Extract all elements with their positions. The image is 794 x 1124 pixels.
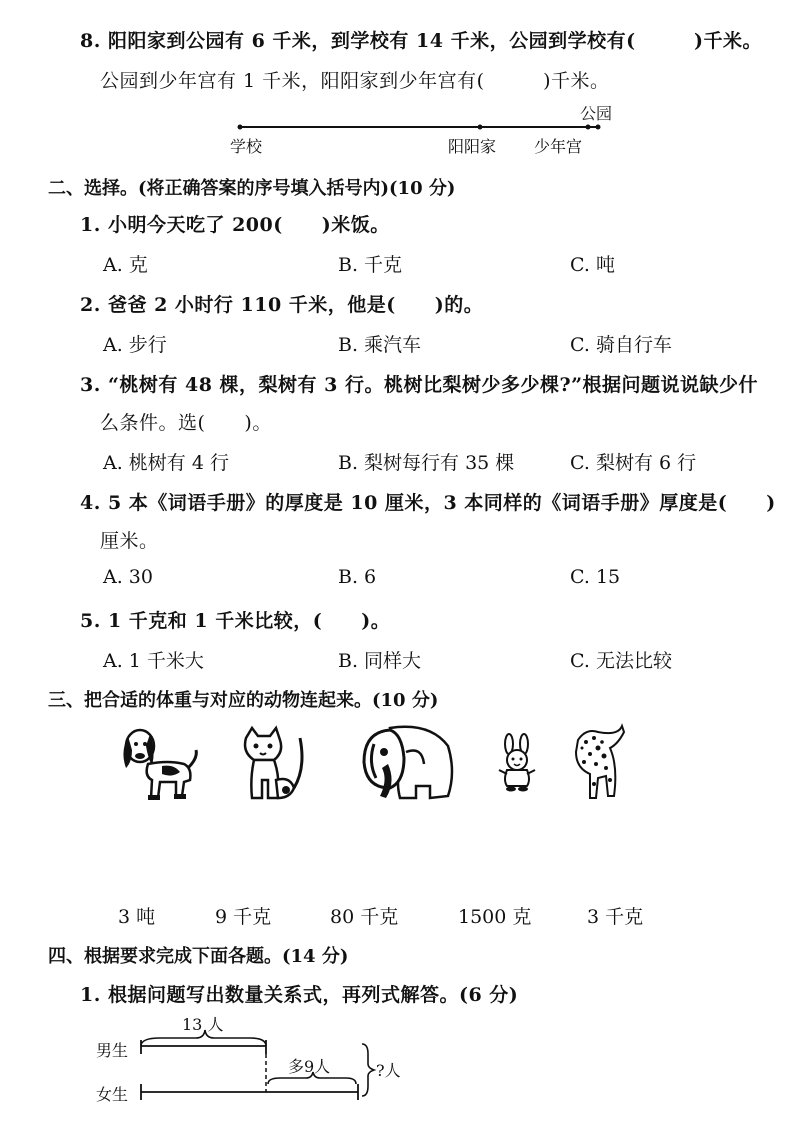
s2-q2-stem: 2. 爸爸 2 小时行 110 千米，他是( )的。 <box>80 294 484 316</box>
section4-title: 四、根据要求完成下面各题。(14 分) <box>48 946 349 967</box>
section2-title: 二、选择。(将正确答案的序号填入括号内)(10 分) <box>48 178 456 199</box>
dog-icon <box>118 722 200 802</box>
diagram-question-label: ?人 <box>376 1061 401 1080</box>
s2-q1-option-c: C. 吨 <box>570 254 615 276</box>
s2-q5-option-b: B. 同样大 <box>338 650 422 672</box>
s2-q5-option-a: A. 1 千米大 <box>103 650 204 672</box>
weight-5: 3 千克 <box>587 906 644 928</box>
s2-q5-stem: 5. 1 千克和 1 千米比较，( )。 <box>80 610 391 632</box>
diagram-girls-label: 女生 <box>96 1085 129 1104</box>
s2-q4-stem-cont: 厘米。 <box>100 530 159 552</box>
weight-4: 1500 克 <box>458 906 532 928</box>
diagram-boys-label: 男生 <box>96 1041 129 1060</box>
s2-q2-option-c: C. 骑自行车 <box>570 334 672 356</box>
s2-q1-stem: 1. 小明今天吃了 200( )米饭。 <box>80 214 390 236</box>
leopard-icon <box>568 722 626 802</box>
s2-q2-option-b: B. 乘汽车 <box>338 334 422 356</box>
weight-2: 9 千克 <box>215 906 272 928</box>
q8-distance-line <box>0 0 794 160</box>
diagram-boys-count: 13 人 <box>182 1015 224 1034</box>
elephant-icon <box>360 722 458 804</box>
weight-3: 80 千克 <box>330 906 399 928</box>
label-school: 学校 <box>230 137 263 156</box>
s2-q3-stem: 3. “桃树有 48 棵，梨树有 3 行。桃树比梨树少多少棵?”根据问题说说缺少什 <box>80 374 759 396</box>
s2-q2-option-a: A. 步行 <box>103 334 167 356</box>
s2-q4-option-a: A. 30 <box>103 566 153 588</box>
q8-line2: 公园到少年宫有 1 千米，阳阳家到少年宫有( )千米。 <box>100 70 610 92</box>
label-youth-palace: 少年宫 <box>534 137 583 156</box>
weight-1: 3 吨 <box>118 906 156 928</box>
diagram-more-label: 多9人 <box>288 1057 331 1076</box>
cat-icon <box>240 728 310 804</box>
s4-q1: 1. 根据问题写出数量关系式，再列式解答。(6 分) <box>80 984 519 1006</box>
s2-q4-stem: 4. 5 本《词语手册》的厚度是 10 厘米，3 本同样的《词语手册》厚度是( ) <box>80 492 776 514</box>
s2-q3-stem-cont: 么条件。选( )。 <box>100 412 272 434</box>
label-park: 公园 <box>580 104 613 123</box>
s2-q4-option-c: C. 15 <box>570 566 621 588</box>
s2-q3-option-b: B. 梨树每行有 35 棵 <box>338 452 515 474</box>
s2-q3-option-a: A. 桃树有 4 行 <box>103 452 229 474</box>
rabbit-icon <box>497 734 537 792</box>
s2-q1-option-b: B. 千克 <box>338 254 403 276</box>
q8-line1: 8. 阳阳家到公园有 6 千米，到学校有 14 千米，公园到学校有( )千米。 <box>80 30 763 52</box>
s2-q4-option-b: B. 6 <box>338 566 377 588</box>
s2-q1-option-a: A. 克 <box>103 254 148 276</box>
label-home: 阳阳家 <box>448 137 497 156</box>
section3-title: 三、把合适的体重与对应的动物连起来。(10 分) <box>48 690 439 711</box>
s2-q5-option-c: C. 无法比较 <box>570 650 672 672</box>
s2-q3-option-c: C. 梨树有 6 行 <box>570 452 697 474</box>
